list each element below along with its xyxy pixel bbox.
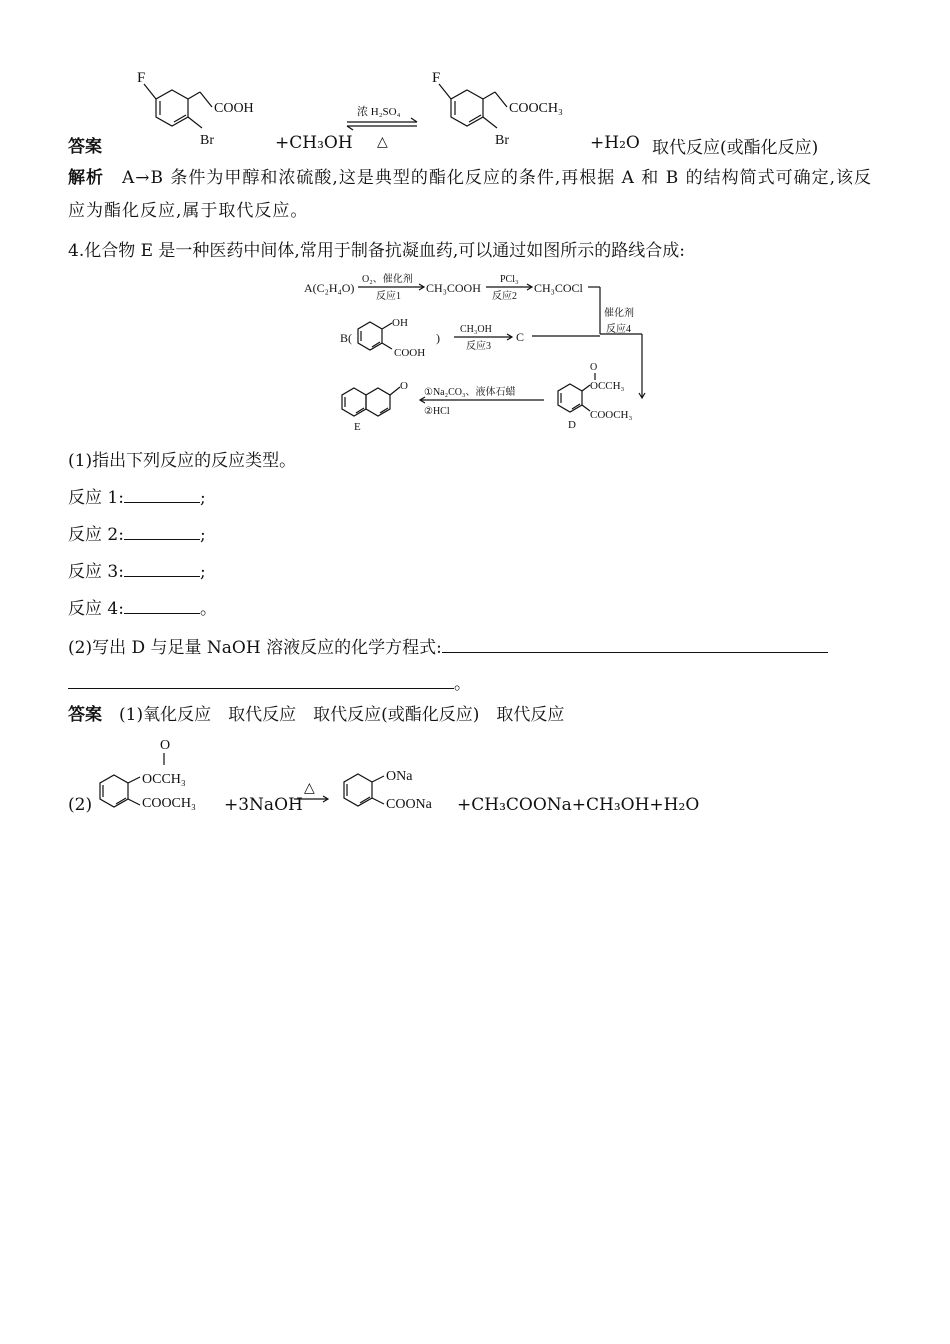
d-occh3: OCCH₃ xyxy=(590,380,625,392)
d-carbonyl-o: O xyxy=(590,362,598,373)
blank-r4: 反应 4: 。 xyxy=(68,599,217,619)
d-occh3: OCCH₃ xyxy=(142,772,186,787)
answer-label: 答案 xyxy=(68,137,102,157)
heat-arrow xyxy=(292,778,332,808)
r5-cond2: ②HCl xyxy=(424,406,450,417)
cond-bottom: △ xyxy=(377,135,388,150)
question-4-stem: 4.化合物 E 是一种医药中间体,常用于制备抗凝血药,可以通过如图所示的路线合成: xyxy=(68,241,685,261)
reaction-type: 取代反应(或酯化反应) xyxy=(652,138,819,158)
compound-a: A(C₂H₄O) xyxy=(304,281,355,295)
sub-question-1: (1)指出下列反应的反应类型。 xyxy=(68,451,297,471)
compound-c: C xyxy=(516,330,525,344)
answer-part1: (1)氧化反应 取代反应 取代反应(或酯化反应) 取代反应 xyxy=(119,705,565,725)
coona-label: COONa xyxy=(386,797,432,812)
d-carbonyl-o: O xyxy=(160,738,171,753)
equilibrium-arrow xyxy=(345,100,425,150)
blank-r3: 反应 3: ; xyxy=(68,562,206,582)
answer-label: 答案 xyxy=(68,705,102,725)
d-cooch3: COOCH₃ xyxy=(590,409,633,421)
r2-label: 反应2 xyxy=(492,291,517,302)
cooch3-label: COOCH₃ xyxy=(509,101,563,116)
sub-question-2: (2)写出 D 与足量 NaOH 溶液反应的化学方程式: xyxy=(68,633,828,658)
answer-2 xyxy=(68,700,564,725)
answer-part2-label: (2) xyxy=(68,795,93,815)
r5-cond1: ①Na₂CO₃、液体石蜡 xyxy=(424,387,516,398)
analysis xyxy=(68,162,888,228)
ona-label: ONa xyxy=(386,769,413,784)
blank-line-2: 。 xyxy=(68,669,471,694)
reactant-structure xyxy=(130,62,280,157)
compound-e: E xyxy=(354,421,361,433)
acetic-acid: CH₃COOH xyxy=(426,281,481,295)
d-structure xyxy=(92,735,222,820)
acetyl-chloride: CH₃COCl xyxy=(534,281,583,295)
cooh-label: COOH xyxy=(214,101,254,116)
fluorine-label: F xyxy=(137,70,146,86)
r1-cond: O₂、催化剂 xyxy=(362,274,413,285)
cond-top: 浓 H₂SO₄ xyxy=(357,106,401,118)
product-structure xyxy=(425,62,595,157)
plus-naoh: +3NaOH xyxy=(224,795,303,815)
r4-cond: 催化剂 xyxy=(604,308,634,319)
r3-cond: CH₃OH xyxy=(460,324,492,335)
compound-b-close: ) xyxy=(436,331,440,345)
heat-symbol: △ xyxy=(304,781,315,796)
r3-label: 反应3 xyxy=(466,341,491,352)
synthesis-scheme xyxy=(300,270,660,435)
plus-methanol: +CH₃OH xyxy=(275,133,353,153)
fluorine-label: F xyxy=(432,70,441,86)
answer-products: +CH₃COONa+CH₃OH+H₂O xyxy=(457,795,700,815)
compound-b-open: B( xyxy=(340,331,352,345)
d-cooch3: COOCH₃ xyxy=(142,796,196,811)
r1-label: 反应1 xyxy=(376,291,401,302)
r2-cond: PCl₃ xyxy=(500,274,519,285)
bromine-label: Br xyxy=(200,133,214,148)
b-cooh: COOH xyxy=(394,347,426,359)
b-oh: OH xyxy=(392,317,408,329)
blank-r2: 反应 2: ; xyxy=(68,525,206,545)
plus-water: +H₂O xyxy=(590,133,640,153)
analysis-text: A→B 条件为甲醇和浓硫酸,这是典型的酯化反应的条件,再根据 A 和 B 的结构简式可确定,该反应为酯化反应,属于取代反应。 xyxy=(68,168,873,221)
e-carbonyl-o: O xyxy=(400,380,408,392)
r4-label: 反应4 xyxy=(606,324,631,335)
blank-r1: 反应 1: ; xyxy=(68,488,206,508)
bromine-label: Br xyxy=(495,133,509,148)
compound-d: D xyxy=(568,419,576,431)
product-salt-structure xyxy=(336,758,456,818)
analysis-label: 解析 xyxy=(68,168,104,188)
